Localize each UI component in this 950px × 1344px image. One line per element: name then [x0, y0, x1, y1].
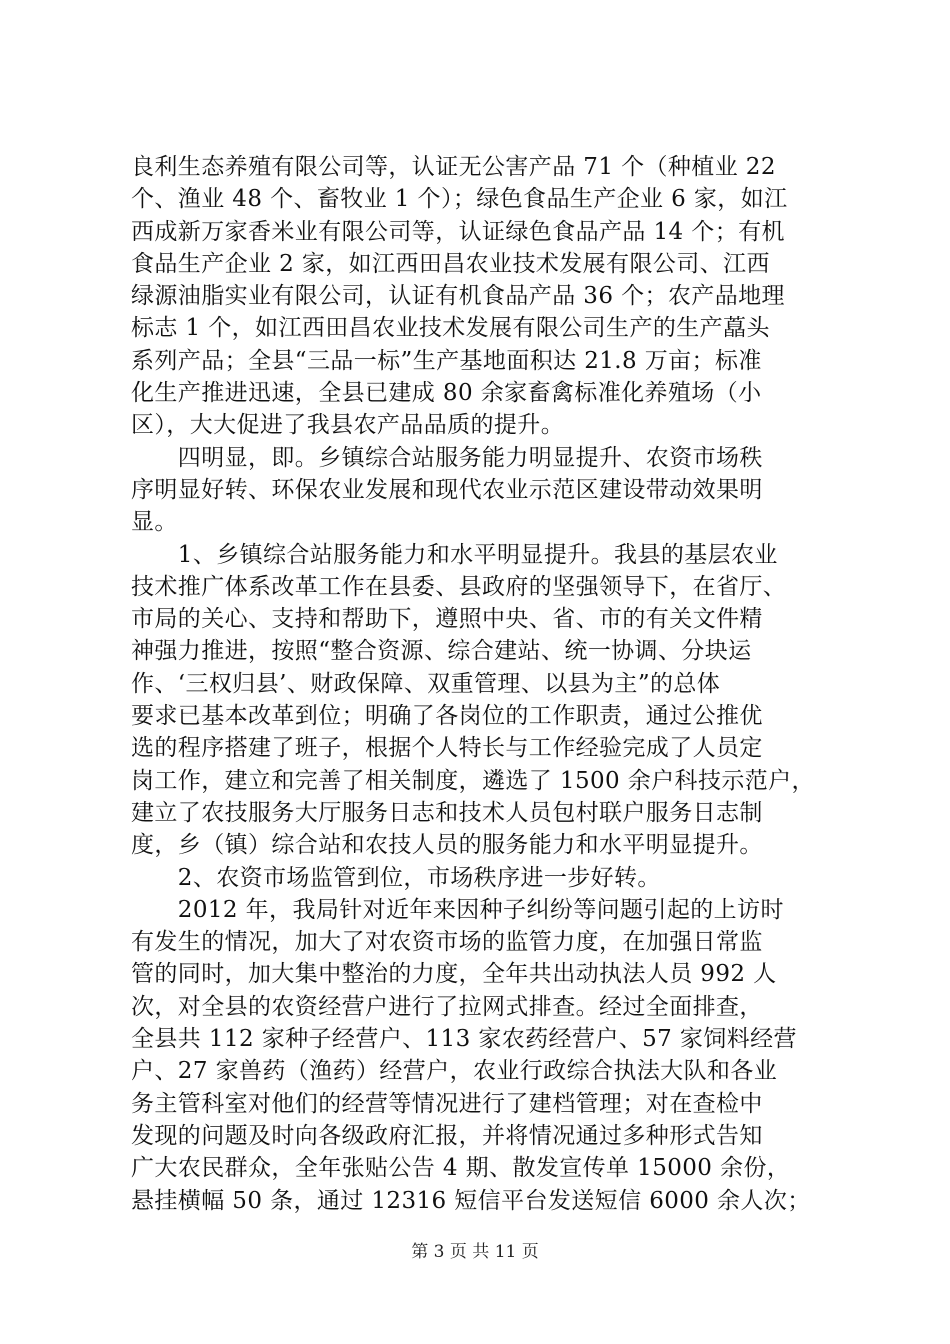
text-line: 市局的关心、支持和帮助下，遵照中央、省、市的有关文件精 [131, 606, 763, 633]
text-line: 2、农资市场监管到位，市场秩序进一步好转。 [131, 864, 661, 891]
text-line: 次，对全县的农资经营户进行了拉网式排查。经过全面排查， [131, 993, 763, 1020]
page-footer [0, 1240, 950, 1264]
text-line: 标志 1 个，如江西田昌农业技术发展有限公司生产的生产藠头 [131, 315, 770, 342]
text-line: 发现的问题及时向各级政府汇报，并将情况通过多种形式告知 [131, 1122, 763, 1149]
text-line: 神强力推进，按照“整合资源、综合建站、统一协调、分块运 [131, 638, 752, 665]
text-line: 1、乡镇综合站服务能力和水平明显提升。我县的基层农业 [131, 541, 778, 568]
text-line: 度，乡（镇）综合站和农技人员的服务能力和水平明显提升。 [131, 832, 763, 859]
text-line: 区），大大促进了我县农产品品质的提升。 [131, 412, 565, 439]
text-line: 务主管科室对他们的经营等情况进行了建档管理；对在查检中 [131, 1090, 763, 1117]
text-line: 有发生的情况，加大了对农资市场的监管力度，在加强日常监 [131, 929, 763, 956]
text-line: 管的同时，加大集中整治的力度，全年共出动执法人员 992 人 [131, 961, 777, 988]
text-line: 要求已基本改革到位；明确了各岗位的工作职责，通过公推优 [131, 703, 763, 730]
text-line: 个、渔业 48 个、畜牧业 1 个）；绿色食品生产企业 6 家，如江 [131, 186, 788, 213]
text-line: 选的程序搭建了班子，根据个人特长与工作经验完成了人员定 [131, 735, 763, 762]
text-line: 2012 年，我局针对近年来因种子纠纷等问题引起的上访时 [131, 896, 784, 923]
text-line: 户、27 家兽药（渔药）经营户，农业行政综合执法大队和各业 [131, 1058, 778, 1085]
text-line: 西成新万家香米业有限公司等，认证绿色食品产品 14 个；有机 [131, 218, 785, 245]
text-line: 作、‘三权归县’、财政保障、双重管理、以县为主”的总体 [131, 670, 721, 697]
text-line: 建立了农技服务大厅服务日志和技术人员包村联户服务日志制 [131, 799, 763, 826]
text-line: 系列产品；全县“三品一标”生产基地面积达 21.8 万亩；标准 [131, 347, 762, 374]
page-number-label: 第 3 页 共 11 页 [411, 1242, 539, 1262]
text-line: 序明显好转、环保农业发展和现代农业示范区建设带动效果明 [131, 476, 763, 503]
text-line: 食品生产企业 2 家，如江西田昌农业技术发展有限公司、江西 [131, 250, 770, 277]
text-line: 四明显，即。乡镇综合站服务能力明显提升、农资市场秩 [131, 444, 763, 471]
document-body [131, 151, 831, 1217]
text-line: 全县共 112 家种子经营户、113 家农药经营户、57 家饲料经营 [131, 1026, 797, 1053]
text-line: 技术推广体系改革工作在县委、县政府的坚强领导下，在省厅、 [131, 573, 787, 600]
text-line: 良利生态养殖有限公司等，认证无公害产品 71 个（种植业 22 [131, 154, 776, 180]
text-line: 悬挂横幅 50 条，通过 12316 短信平台发送短信 6000 余人次； [131, 1187, 811, 1214]
text-line: 显。 [131, 509, 178, 536]
text-line: 广大农民群众，全年张贴公告 4 期、散发宣传单 15000 余份， [131, 1155, 791, 1182]
text-line: 岗工作，建立和完善了相关制度，遴选了 1500 余户科技示范户， [131, 767, 815, 794]
text-line: 化生产推进迅速，全县已建成 80 余家畜禽标准化养殖场（小 [131, 380, 762, 407]
text-line: 绿源油脂实业有限公司，认证有机食品产品 36 个；农产品地理 [131, 283, 785, 310]
